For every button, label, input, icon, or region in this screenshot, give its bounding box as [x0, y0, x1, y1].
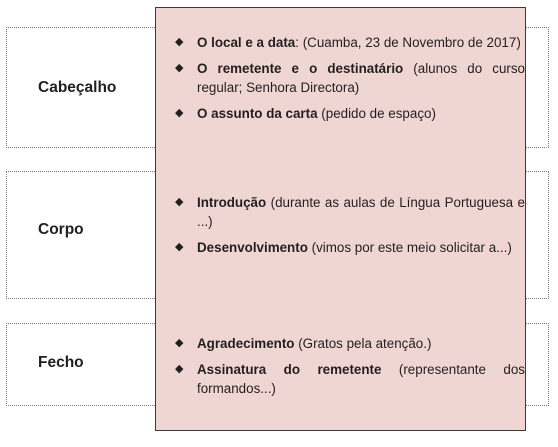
item-title: O assunto da carta [197, 106, 318, 121]
item-detail: (vimos por este meio solicitar a...) [307, 240, 512, 255]
diamond-bullet-icon: ◆ [175, 107, 184, 119]
item-detail: (pedido de espaço) [317, 106, 436, 121]
diamond-bullet-icon: ◆ [175, 241, 184, 253]
diamond-bullet-icon: ◆ [175, 337, 184, 349]
item-title: Desenvolvimento [197, 240, 308, 255]
item-detail: (alunos do curso regular; Senhora Directora) [197, 61, 526, 95]
item-title: Assinatura do remetente [197, 362, 382, 377]
closing-item-list [175, 334, 525, 405]
body-item-list [175, 193, 525, 264]
item-detail: (representante dos formandos...) [197, 362, 526, 396]
list-item-place-date [175, 33, 525, 52]
list-item-signature [175, 360, 525, 398]
list-item-development [175, 238, 525, 257]
item-title: O remetente e o destinatário [197, 61, 404, 76]
list-item-subject [175, 104, 525, 123]
item-detail: (durante as aulas de Língua Portuguesa e ...) [197, 195, 525, 229]
list-item-sender-recipient [175, 59, 525, 97]
list-item-introduction [175, 193, 525, 231]
diamond-bullet-icon: ◆ [175, 363, 184, 375]
item-title: Introdução [197, 195, 267, 210]
item-detail: : (Cuamba, 23 de Novembro de 2017) [295, 35, 521, 50]
header-item-list [175, 33, 525, 130]
diamond-bullet-icon: ◆ [175, 62, 184, 74]
diamond-bullet-icon: ◆ [175, 196, 184, 208]
diamond-bullet-icon: ◆ [175, 36, 184, 48]
body-section-label: Corpo [38, 221, 84, 238]
list-item-thanks [175, 334, 525, 353]
item-title: Agradecimento [197, 336, 295, 351]
item-detail: (Gratos pela atenção.) [294, 336, 432, 351]
item-title: O local e a data [197, 35, 296, 50]
closing-section-label: Fecho [38, 354, 84, 371]
header-section-label: Cabeçalho [38, 79, 117, 96]
